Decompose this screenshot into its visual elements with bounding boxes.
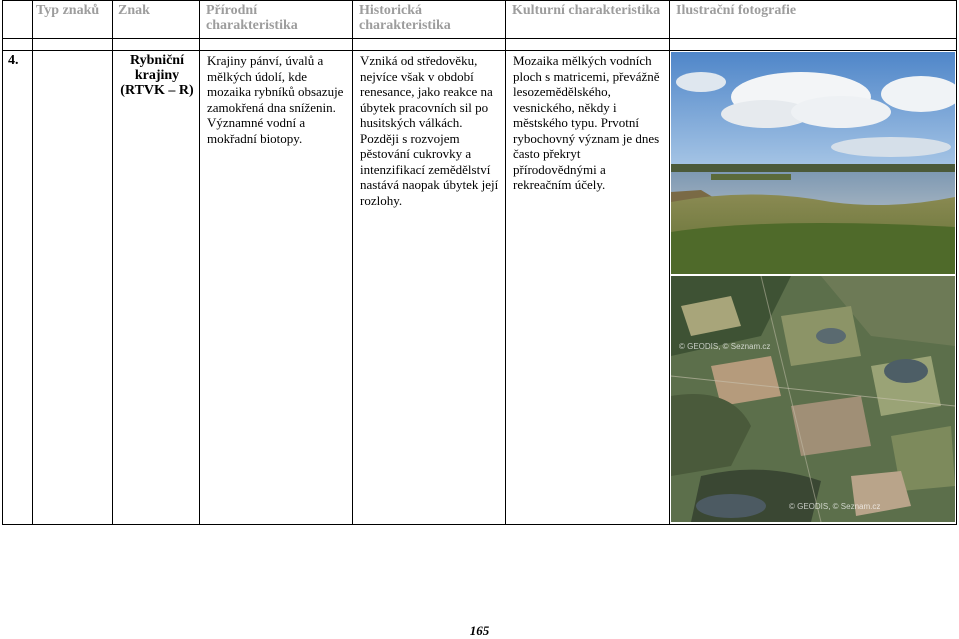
map-watermark-top: © GEODIS, © Seznam.cz <box>679 342 771 351</box>
row-historicka: Vzniká od středověku, nejvíce však v období renesance, jako reakce na úbytek pracovních sil po husitských válkách. Později s rozvojem pěstování cukrovky a intenzifikací zemědělství nastává naopak úbytek její rozlohy. <box>360 53 499 208</box>
header-typ-znaku: Typ znaků <box>36 3 100 18</box>
row-number: 4. <box>8 53 19 68</box>
page-number: 165 <box>469 623 490 638</box>
header-kulturni: Kulturní charakteristika <box>512 3 661 18</box>
row-kulturni: Mozaika mělkých vodních ploch s matricemi, převážně lesozemědělského, vesnického, někdy i městského typu. Prvotní rybochovný význam je dnes často překryt přírodovědnými a rekreačním účely. <box>513 53 660 192</box>
header-znak: Znak <box>118 3 150 18</box>
header-historicka: Historická charakteristika <box>359 3 451 33</box>
row-znak: Rybniční krajiny (RTVK – R) <box>120 53 194 98</box>
aerial-map-photo <box>671 276 955 522</box>
map-watermark-bottom: © GEODIS, © Seznam.cz <box>789 502 881 511</box>
header-prirodni: Přírodní charakteristika <box>206 3 298 33</box>
characteristics-table <box>2 0 957 525</box>
row-prirodni: Krajiny pánví, úvalů a mělkých údolí, kde mozaika rybníků obsazuje zamokřená dna sníženin. Významné vodní a mokřadní biotopy. <box>207 53 344 146</box>
header-ilustracni: Ilustrační fotografie <box>676 3 797 18</box>
pond-landscape-photo <box>671 52 955 274</box>
